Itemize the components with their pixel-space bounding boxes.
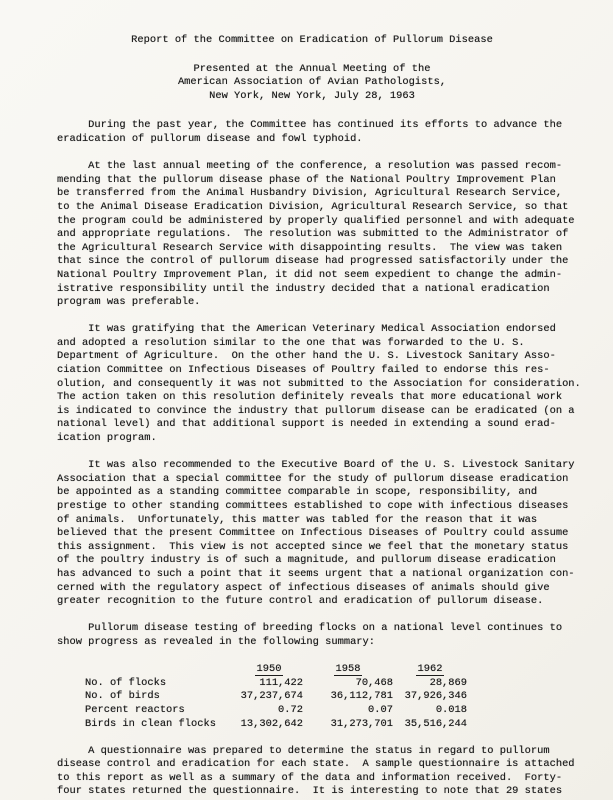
text-line: prestige to other standing committees established to cope with infectious diseases [57, 500, 569, 512]
paragraph-summary-lead [57, 622, 579, 649]
text-line: Pullorum disease testing of breeding flocks on a national level continues to [57, 622, 563, 635]
presentation-info [45, 63, 579, 104]
table-row [85, 718, 579, 732]
text-line: four states returned the questionnaire. It is interesting to note that 29 states [57, 785, 563, 798]
paragraph-questionnaire [57, 745, 579, 799]
cell-value: 37,237,674 [240, 690, 303, 703]
presentation-line: New York, New York, July 28, 1963 [209, 89, 415, 102]
text-line: this assignment. This view is not accepted since we feel that the monetary status [57, 540, 569, 553]
text-line: has advanced to such a point that it seems urgent that a national organization con- [57, 567, 575, 580]
text-line: and adopted a resolution similar to the one that was forwarded to the U. S. [57, 336, 525, 349]
paragraph-resolution [57, 160, 579, 310]
text-line: Association that a special committee for the study of pullorum disease eradication [57, 472, 569, 485]
text-line: ciation Committee on Infectious Diseases of Poultry failed to endorse this res- [57, 364, 550, 377]
text-line: to the Animal Disease Eradication Division, Agricultural Research Service, so that [57, 200, 569, 213]
text-line: National Poultry Improvement Plan, it did not seem expedient to change the admin- [57, 268, 563, 281]
text-line: ication program. [57, 432, 157, 445]
text-line: be appointed as a standing committee comparable in scope, responsibility, and [57, 486, 538, 499]
paragraph-intro [57, 119, 579, 146]
text-line: mending that the pullorum disease phase of the National Poultry Improvement Plan [57, 173, 556, 186]
cell-value: 0.018 [435, 703, 467, 716]
cell-value: 37,926,346 [404, 690, 467, 703]
text-line: of the poultry industry is of such a magnitude, and pullorum disease eradication [57, 554, 556, 567]
text-line: the Agricultural Research Service with disappointing results. The view was taken [57, 241, 563, 254]
paragraph-avma [57, 323, 579, 445]
text-line: of animals. Unfortunately, this matter was tabled for the reason that it was [57, 513, 538, 526]
cell-value: 36,112,781 [330, 690, 393, 703]
text-line: the program could be administered by properly qualified personnel and with adequate [57, 214, 575, 227]
text-line: program was preferable. [57, 296, 201, 309]
row-label: No. of birds [85, 690, 160, 703]
table-header-year-1950 [235, 663, 303, 677]
year-label: 1962 [417, 663, 443, 676]
row-label: No. of flocks [85, 676, 167, 689]
text-line: believed that the present Committee on Infectious Diseases of Poultry could assume [57, 527, 569, 540]
text-line: greater recognition to the future control and eradication of pullorum disease. [57, 595, 544, 608]
row-label: Percent reactors [85, 703, 185, 716]
text-line: A questionnaire was prepared to determine the status in regard to pullorum [57, 744, 550, 757]
paragraph-executive-board [57, 459, 579, 609]
table-header-year-1962 [393, 663, 467, 677]
cell-value: 35,516,244 [404, 717, 467, 730]
text-line: cerned with the regulatory aspect of infectious diseases of animals should give [57, 581, 550, 594]
presentation-line: American Association of Avian Pathologists, [177, 76, 447, 89]
presentation-line: Presented at the Annual Meeting of the [193, 62, 431, 75]
text-line: eradication of pullorum disease and fowl typhoid. [57, 132, 363, 145]
year-label: 1958 [335, 663, 361, 676]
table-row [85, 690, 579, 704]
text-line: and appropriate regulations. The resolution was submitted to the Administrator of [57, 228, 569, 241]
text-line: disease control and eradication for each state. A sample questionnaire is attached [57, 758, 575, 771]
cell-value: 70,468 [355, 676, 393, 689]
text-line: be transferred from the Animal Husbandry Division, Agricultural Research Service, [57, 187, 563, 200]
text-line: At the last annual meeting of the conference, a resolution was passed recom- [57, 160, 563, 173]
text-line: is indicated to convince the industry that pullorum disease can be eradicated (on a [57, 404, 575, 417]
text-line: It was gratifying that the American Veterinary Medical Association endorsed [57, 323, 556, 336]
cell-value: 111,422 [259, 676, 303, 689]
text-line: national level) and that additional support is needed in extending a sound erad- [57, 418, 556, 431]
cell-value: 13,302,642 [240, 717, 303, 730]
table-row [85, 677, 579, 691]
text-line: show progress as revealed in the following summary: [57, 635, 376, 648]
table-header-spacer [85, 663, 235, 677]
text-line: that since the control of pullorum disease had progressed satisfactorily under the [57, 255, 569, 268]
cell-value: 31,273,701 [330, 717, 393, 730]
row-label: Birds in clean flocks [85, 717, 216, 730]
text-line: to this report as well as a summary of the data and information received. Forty- [57, 771, 563, 784]
text-line: It was also recommended to the Executive Board of the U. S. Livestock Sanitary [57, 459, 575, 472]
summary-table [85, 663, 579, 731]
cell-value: 0.72 [278, 703, 303, 716]
year-label: 1950 [256, 663, 282, 676]
table-row [85, 704, 579, 718]
table-header-year-1958 [303, 663, 393, 677]
text-line: Department of Agriculture. On the other hand the U. S. Livestock Sanitary Asso- [57, 350, 556, 363]
text-line: During the past year, the Committee has continued its efforts to advance the [57, 119, 563, 132]
document-title: Report of the Committee on Eradication of Pullorum Disease [131, 34, 493, 46]
cell-value: 28,869 [429, 676, 467, 689]
text-line: istrative responsibility until the industry decided that a national eradication [57, 282, 550, 295]
cell-value: 0.07 [368, 703, 393, 716]
text-line: olution, and consequently it was not submitted to the Association for consideration. [57, 377, 581, 390]
text-line: The action taken on this resolution definitely reveals that more educational work [57, 391, 563, 404]
table-header-row [85, 663, 579, 677]
